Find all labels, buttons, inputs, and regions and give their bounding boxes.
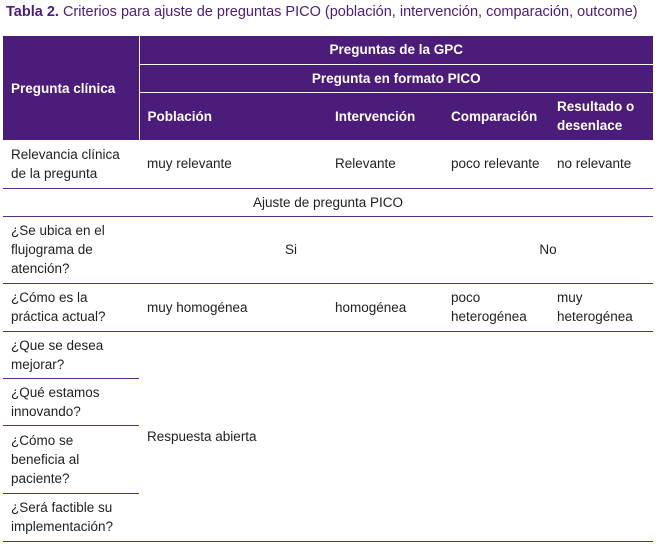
cell-relevancia-comparacion: poco relevante bbox=[451, 156, 540, 172]
cell-practica-resultado: muy heterogénea bbox=[557, 290, 633, 324]
header-preguntas-gpc: Preguntas de la GPC bbox=[139, 36, 653, 64]
row-label-factible: ¿Será factible su implementación? bbox=[3, 493, 139, 541]
header-pregunta-clinica: Pregunta clínica bbox=[3, 36, 139, 140]
row-label-relevancia: Relevancia clínica de la pregunta bbox=[11, 146, 120, 181]
ajuste-section-label: Ajuste de pregunta PICO bbox=[252, 194, 404, 210]
table-row bbox=[3, 331, 653, 378]
row-label-practica: ¿Cómo es la práctica actual? bbox=[11, 290, 106, 324]
cell-practica-intervencion: homogénea bbox=[335, 299, 407, 315]
caption-text: Criterios para ajuste de preguntas PICO (población, intervención, comparación, outcome) bbox=[62, 4, 638, 20]
table-row bbox=[3, 140, 653, 188]
cell-relevancia-poblacion: muy relevante bbox=[147, 156, 232, 172]
table-row bbox=[3, 216, 653, 283]
table-caption bbox=[6, 4, 638, 20]
row-label-innovando: ¿Qué estamos innovando? bbox=[3, 378, 139, 425]
row-label-mejorar: ¿Que se desea mejorar? bbox=[3, 331, 139, 378]
row-label-flujograma: ¿Se ubica en el flujograma de atención? bbox=[11, 223, 105, 276]
caption-label: Tabla 2. bbox=[6, 4, 59, 20]
cell-practica-comparacion: poco heterogénea bbox=[451, 290, 527, 324]
header-comparacion: Comparación bbox=[443, 92, 549, 140]
row-label-beneficia: ¿Cómo se beneficia al paciente? bbox=[3, 425, 139, 493]
table-row bbox=[3, 188, 653, 216]
cell-respuesta-abierta: Respuesta abierta bbox=[139, 331, 653, 541]
header-formato-pico: Pregunta en formato PICO bbox=[139, 64, 653, 92]
cell-flujograma-no: No bbox=[539, 242, 557, 257]
header-intervencion: Intervención bbox=[327, 92, 443, 140]
table-row bbox=[3, 283, 653, 331]
pico-criteria-table bbox=[3, 36, 653, 542]
cell-relevancia-intervencion: Relevante bbox=[335, 156, 396, 172]
cell-flujograma-si: Si bbox=[284, 242, 297, 257]
header-resultado: Resultado o desenlace bbox=[549, 92, 653, 140]
header-poblacion: Población bbox=[139, 92, 327, 140]
table-header bbox=[3, 36, 653, 140]
cell-relevancia-resultado: no relevante bbox=[557, 156, 632, 172]
cell-practica-poblacion: muy homogénea bbox=[147, 299, 248, 315]
